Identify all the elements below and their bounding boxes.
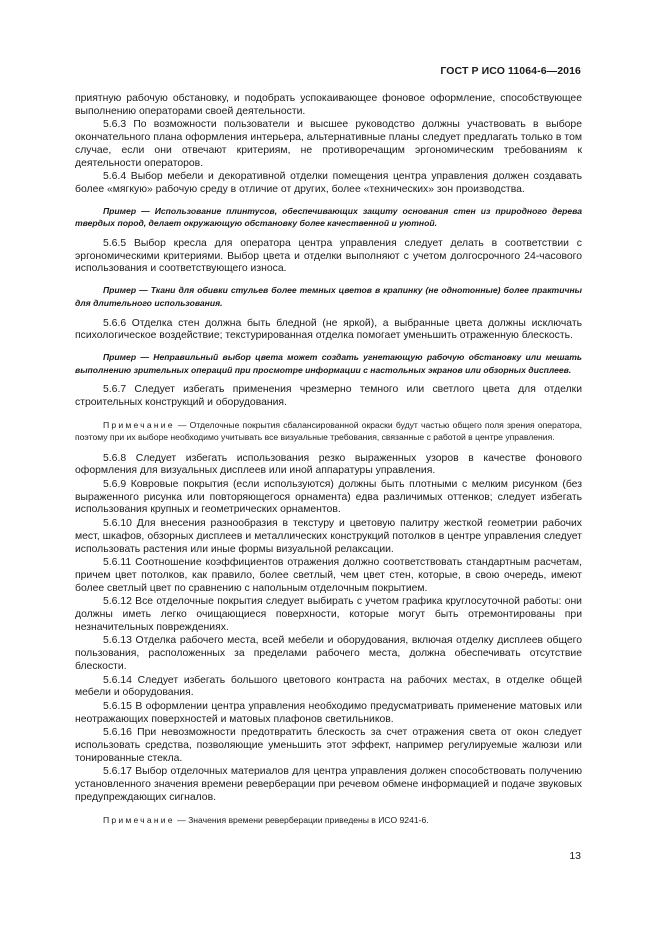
body-paragraph: 5.6.14 Следует избегать большого цветового контраста на рабочих местах, в отделке общей мебели и оборудования. <box>75 674 582 699</box>
body-paragraph: 5.6.17 Выбор отделочных материалов для центра управления должен способствовать получению установленного значения времени реверберации при речевом обмене информацией и подаче звуковых предупреждающих сигналов. <box>75 766 582 803</box>
note-paragraph <box>75 814 582 826</box>
example-paragraph: Пример — Ткани для обивки стульев более темных цветов в крапинку (не однотонные) более практичны для длительного использования. <box>75 285 582 308</box>
note-text: — Значения времени реверберации приведены в ИСО 9241-6. <box>174 814 429 825</box>
body-paragraph: 5.6.13 Отделка рабочего места, всей мебели и оборудования, включая отделку дисплеев общего пользования, расположенных за пределами рабочего места, должна обеспечивать отсутствие блескости. <box>75 635 582 672</box>
body-paragraph: 5.6.12 Все отделочные покрытия следует выбирать с учетом графика круглосуточной работы: они должны иметь легко очищающиеся поверхности, которые могут быть отремонтированы при незначительных повреждениях. <box>75 596 582 633</box>
body-paragraph: 5.6.8 Следует избегать использования резко выраженных узоров в качестве фонового оформления для визуальных дисплеев или иной аппаратуры управления. <box>75 452 582 477</box>
body-paragraph: приятную рабочую обстановку, и подобрать успокаивающее фоновое оформление, способствующее выполнению операторами своей деятельности. <box>75 93 582 117</box>
note-label: Примечание <box>103 814 175 825</box>
body-paragraph: 5.6.10 Для внесения разнообразия в текстуру и цветовую палитру жесткой геометрии рабочих мест, шкафов, обзорных дисплеев и металлических конструкций потолков в центре управления следует использовать растения или иные формы визуальной релаксации. <box>75 518 582 555</box>
page-number: 13 <box>569 850 581 862</box>
note-text: — Отделочные покрытия сбалансированной окраски будут частью общего поля зрения оператора, поэтому при их выборе необходимо учитывать все визуальные требования, связанные с работой в центре управления. <box>75 419 582 443</box>
body-paragraph: 5.6.6 Отделка стен должна быть бледной (не яркой), а выбранные цвета должны исключать психологическое воздействие; текстурированная отделка помогает уменьшить отраженную блескость. <box>75 317 582 342</box>
body-paragraph: 5.6.15 В оформлении центра управления необходимо предусматривать применение матовых или неотражающих поверхностей и матовых плафонов светильников. <box>75 700 582 725</box>
example-paragraph: Пример — Использование плинтусов, обеспечивающих защиту основания стен из природного дерева твердых пород, делает окружающую обстановку более качественной и уютной. <box>75 205 582 229</box>
body-paragraph: 5.6.3 По возможности пользователи и высшее руководство должны участвовать в выборе окончательного плана оформления интерьера, альтернативные планы следует предлагать только в том случае, если они отвечают критериям, не противоречащим эргономическим требованиям к деятельности операторов. <box>75 119 582 169</box>
note-label: Примечание <box>103 419 175 430</box>
example-paragraph: Пример — Неправильный выбор цвета может создать угнетающую рабочую обстановку или мешать выполнению зрительных операций при просмотре информации с настольных экранов или обзорных дисплеев. <box>75 351 582 375</box>
body-paragraph: 5.6.7 Следует избегать применения чрезмерно темного или светлого цвета для отделки строительных конструкций и оборудования. <box>75 384 582 409</box>
body-paragraph: 5.6.9 Ковровые покрытия (если используются) должны быть плотными с мелким рисунком (без выраженного рисунка или повторяющегося орнамента) едва различимых оттенков; следует избегать использования крупных и геометрических орнаментов. <box>75 478 582 516</box>
note-paragraph <box>75 419 582 444</box>
body-paragraph: 5.6.11 Соотношение коэффициентов отражения должно соответствовать стандартным расчетам, причем цвет потолков, как правило, более светлый, чем цвет стен, которые, в свою очередь, имеют более светлый цвет по сравнению с напольным отделочным покрытием. <box>75 557 582 594</box>
body-paragraph: 5.6.16 При невозможности предотвратить блескость за счет отражения света от окон следует использовать средства, позволяющие уменьшить этот эффект, например регулируемые жалюзи или тонированные стекла. <box>75 727 582 764</box>
document-body <box>75 93 582 835</box>
body-paragraph: 5.6.4 Выбор мебели и декоративной отделки помещения центра управления должен создавать более «мягкую» рабочую среду в отличие от других, более «технических» зон производства. <box>75 171 582 195</box>
document-header: ГОСТ Р ИСО 11064-6—2016 <box>440 65 581 77</box>
body-paragraph: 5.6.5 Выбор кресла для оператора центра управления следует делать в соответствии с эргономическими критериями. Выбор цвета и отделки выполняют с учетом долгосрочного 24-часового использования и соответствующего износа. <box>75 238 582 275</box>
